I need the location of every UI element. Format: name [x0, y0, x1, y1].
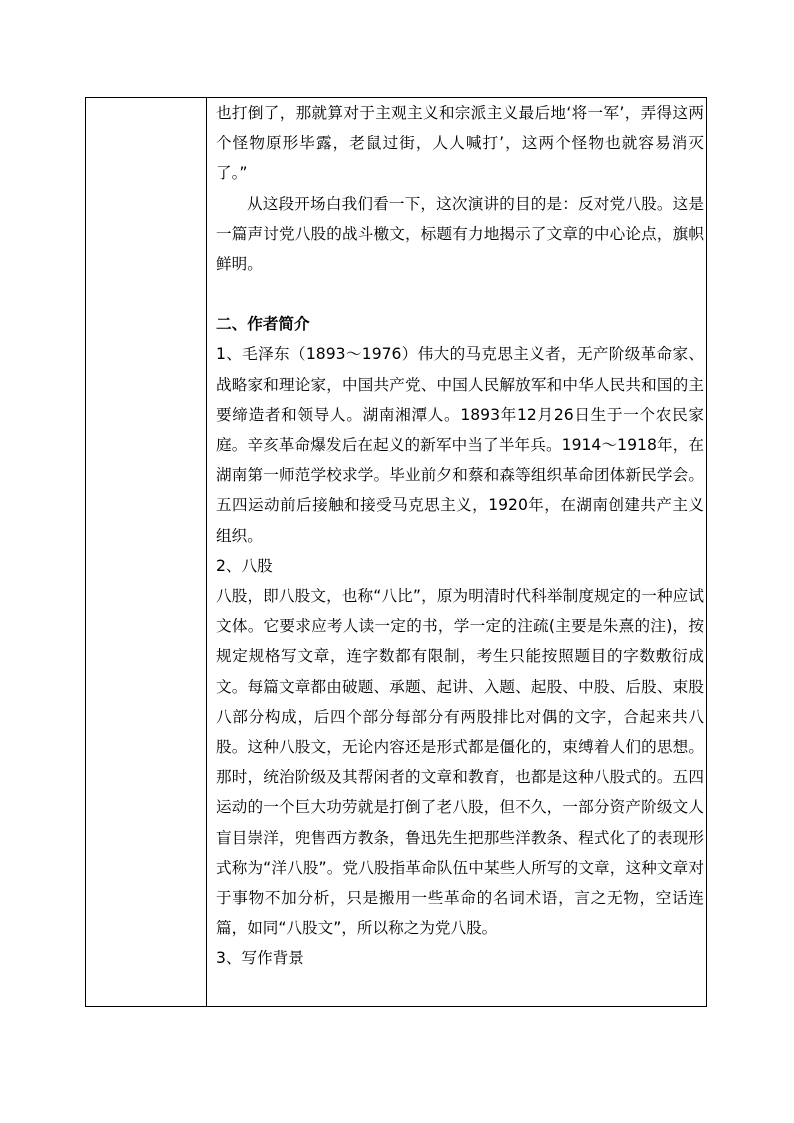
author-intro-paragraph: 1、毛泽东（1893～1976）伟大的马克思主义者，无产阶级革命家、战略家和理论家，中国共产党、中国人民解放军和中华人民共和国的主要缔造者和领导人。湖南湘潭人。1893年12月26日生于一个农民家庭。辛亥革命爆发后在起义的新军中当了半年兵。1914～1918年，在湖南第一师范学校求学。毕业前夕和蔡和森等组织革命团体新民学会。五四运动前后接触和接受马克思主义，1920年，在湖南创建共产主义组织。 — [216, 345, 704, 545]
blank-line — [216, 279, 704, 309]
document-table — [85, 97, 707, 1007]
column-divider — [206, 98, 207, 1006]
quote-continuation-paragraph: 也打倒了，那就算对于主观主义和宗派主义最后地‘将一军’，弄得这两个怪物原形毕露，老鼠过街，人人喊打’，这两个怪物也就容易消灭了。” — [216, 104, 704, 183]
content-cell — [216, 98, 704, 974]
opening-analysis-paragraph: 从这段开场白我们看一下，这次演讲的目的是：反对党八股。这是一篇声讨党八股的战斗檄文，标题有力地揭示了文章的中心论点，旗帜鲜明。 — [216, 194, 704, 274]
left-empty-cell — [86, 98, 206, 1006]
baguwen-paragraph: 八股，即八股文，也称“八比”，原为明清时代科举制度规定的一种应试文体。它要求应考人读一定的书，学一定的注疏(主要是朱熹的注)，按规定规格写文章，连字数都有限制，考生只能按照题目的字数敷衍成文。每篇文章都由破题、承题、起讲、入题、起股、中股、后股、束股八部分构成，后四个部分每部分有两股排比对偶的文字，合起来共八股。这种八股文，无论内容还是形式都是僵化的，束缚着人们的思想。那时，统治阶级及其帮闲者的文章和教育，也都是这种八股式的。五四运动的一个巨大功劳就是打倒了老八股，但不久，一部分资产阶级文人盲目崇洋，兜售西方教条，鲁迅先生把那些洋教条、程式化了的表现形式称为“洋八股”。党八股指革命队伍中某些人所写的文章，这种文章对于事物不加分析，只是搬用一些革命的名词术语，言之无物，空话连篇，如同“八股文”，所以称之为党八股。 — [216, 587, 704, 938]
section-heading-author: 二、作者简介 — [216, 315, 310, 334]
background-title: 3、写作背景 — [216, 949, 304, 968]
baguwen-title: 2、八股 — [216, 556, 273, 575]
